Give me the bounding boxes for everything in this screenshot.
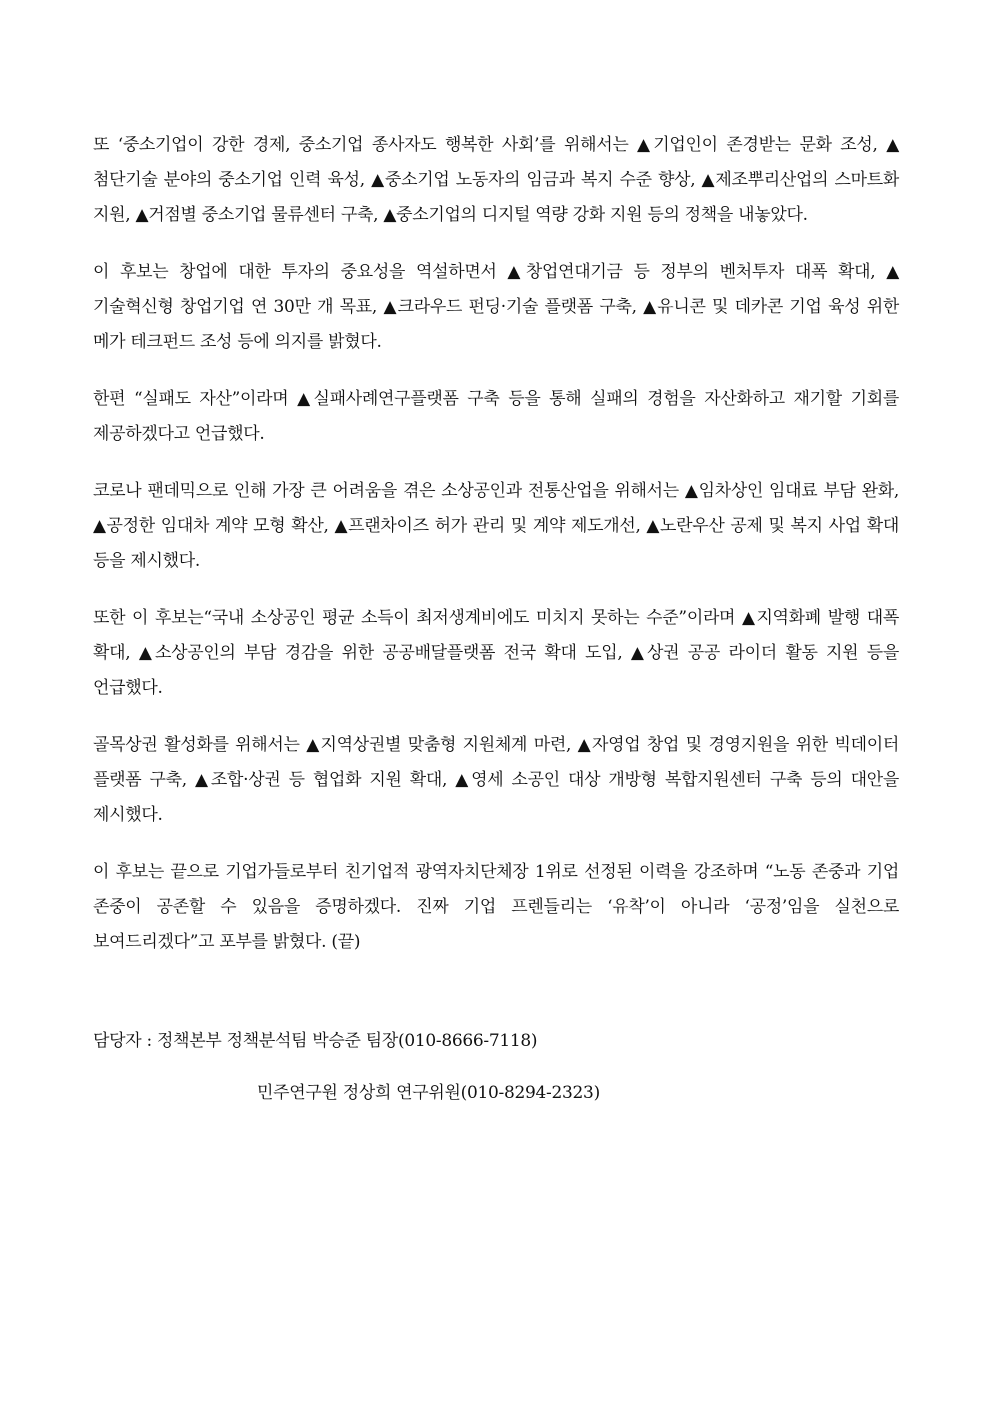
contact-primary: 담당자 : 정책본부 정책분석팀 박승준 팀장(010-8666-7118) (93, 1031, 538, 1051)
contact-info (93, 1026, 899, 1108)
paragraph-local-currency: 또한 이 후보는“국내 소상공인 평균 소득이 최저생계비에도 미치지 못하는 수준”이라며 ▲지역화폐 발행 대폭 확대, ▲소상공인의 부담 경감을 위한 공공배달플랫폼 전국 확대 도입, ▲상권 공공 라이더 활동 지원 등을 언급했다. (93, 608, 899, 698)
paragraph-startup-investment: 이 후보는 창업에 대한 투자의 중요성을 역설하면서 ▲창업연대기금 등 정부의 벤처투자 대폭 확대, ▲기술혁신형 창업기업 연 30만 개 목표, ▲크라우드 펀딩·기술 플랫폼 구축, ▲유니콘 및 데카콘 기업 육성 위한 메가 테크펀드 조성 등에 의지를 밝혔다. (93, 262, 899, 352)
paragraph-small-merchants: 코로나 팬데믹으로 인해 가장 큰 어려움을 겪은 소상공인과 전통산업을 위해서는 ▲임차상인 임대료 부담 완화, ▲공정한 임대차 계약 모형 확산, ▲프랜차이즈 허가 관리 및 계약 제도개선, ▲노란우산 공제 및 복지 사업 확대 등을 제시했다. (93, 481, 899, 571)
contact-secondary: 민주연구원 정상희 연구위원(010-8294-2323) (257, 1083, 600, 1103)
press-release-body (93, 128, 899, 982)
paragraph-sme-economy: 또 ‘중소기업이 강한 경제, 중소기업 종사자도 행복한 사회’를 위해서는 ▲기업인이 존경받는 문화 조성, ▲첨단기술 분야의 중소기업 인력 육성, ▲중소기업 노동자의 임금과 복지 수준 향상, ▲제조뿌리산업의 스마트화 지원, ▲거점별 중소기업 물류센터 구축, ▲중소기업의 디지털 역량 강화 지원 등의 정책을 내놓았다. (93, 135, 899, 225)
paragraph-closing: 이 후보는 끝으로 기업가들로부터 친기업적 광역자치단체장 1위로 선정된 이력을 강조하며 “노동 존중과 기업 존중이 공존할 수 있음을 증명하겠다. 진짜 기업 프렌들리는 ‘유착’이 아니라 ‘공정’임을 실천으로 보여드리겠다”고 포부를 밝혔다. (끝) (93, 862, 899, 952)
paragraph-local-commerce: 골목상권 활성화를 위해서는 ▲지역상권별 맞춤형 지원체계 마련, ▲자영업 창업 및 경영지원을 위한 빅데이터 플랫폼 구축, ▲조합·상권 등 협업화 지원 확대, ▲영세 소공인 대상 개방형 복합지원센터 구축 등의 대안을 제시했다. (93, 735, 899, 825)
paragraph-failure-asset: 한편 “실패도 자산”이라며 ▲실패사례연구플랫폼 구축 등을 통해 실패의 경험을 자산화하고 재기할 기회를 제공하겠다고 언급했다. (93, 389, 899, 444)
